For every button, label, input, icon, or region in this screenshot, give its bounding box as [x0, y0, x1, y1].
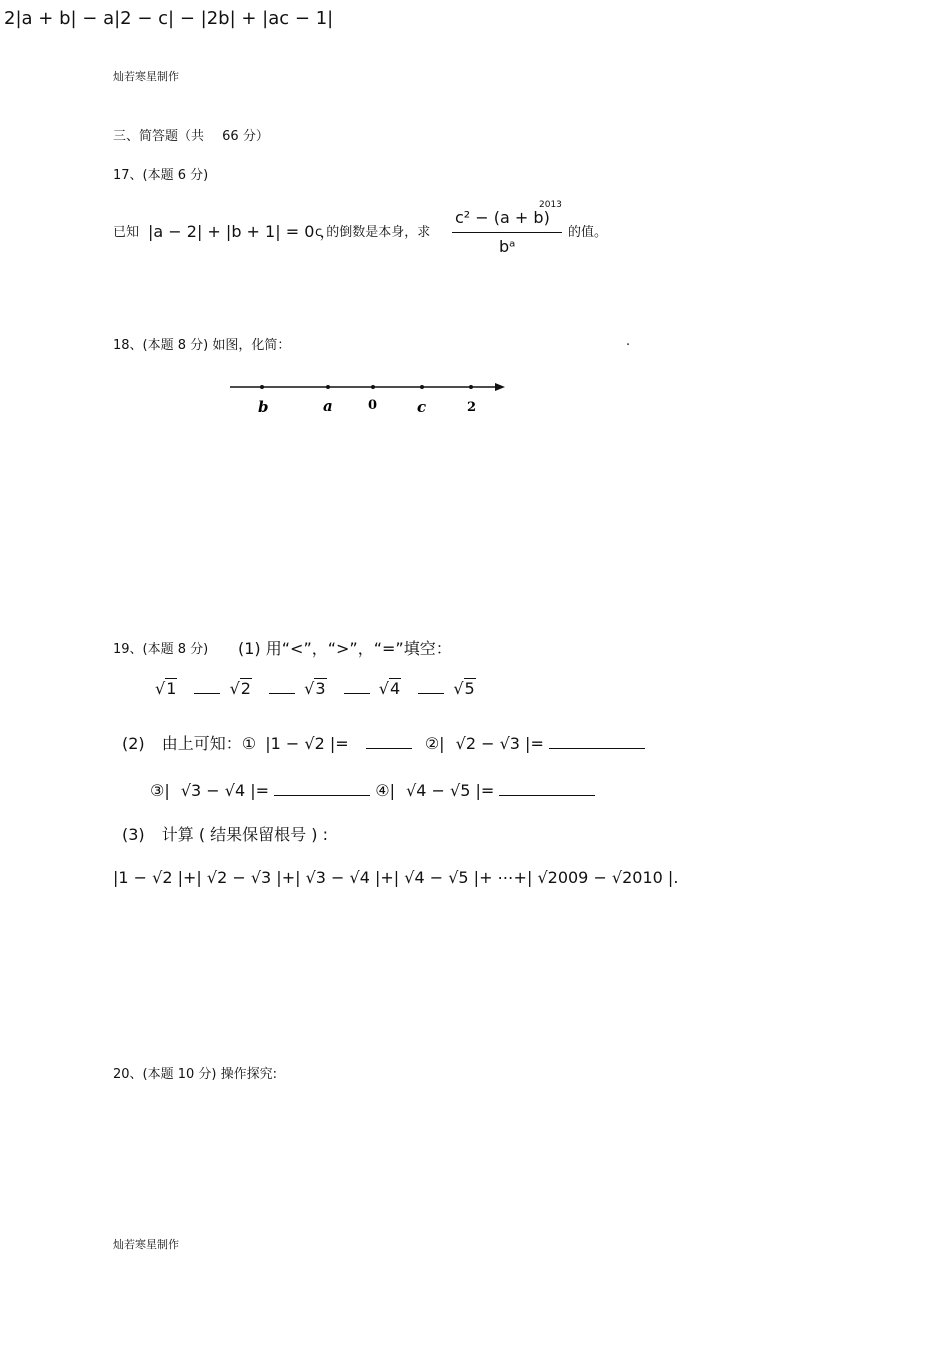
section-points: 66 分） — [222, 129, 269, 144]
blank-1[interactable] — [194, 693, 220, 694]
section-title — [113, 125, 269, 144]
q17-suffix: 的值。 — [568, 225, 608, 240]
q19-part2-label: (2) — [122, 734, 145, 753]
q19-header: 19、(本题 8 分) — [113, 642, 209, 657]
q19-p2-item2-prefix: ②| — [424, 734, 445, 753]
label-c: c — [417, 398, 427, 416]
sqrt-2: √2 — [229, 679, 251, 698]
point-2 — [469, 385, 473, 389]
q17-fraction-bar — [452, 232, 562, 233]
q19-part3-label: (3) — [122, 825, 145, 844]
q20-header: 20、(本题 10 分) 操作探究: — [113, 1067, 278, 1082]
number-line-arrow — [495, 383, 505, 391]
q19-part3-text: 计算 ( 结果保留根号 ) : — [161, 825, 328, 844]
sqrt-1: √1 — [155, 679, 177, 698]
point-0 — [371, 385, 375, 389]
q17-exponent: 2013 — [539, 200, 562, 210]
q19-p2-item3-prefix: ③| — [150, 781, 170, 800]
blank-p2-3[interactable] — [274, 795, 370, 796]
q17-middle: c 的倒数是本身，求 — [315, 225, 431, 240]
footer-text-top: 灿若寒星制作 — [113, 70, 179, 83]
sqrt-5: √5 — [453, 679, 475, 698]
q19-part2-line1 — [122, 731, 645, 754]
label-a: a — [323, 397, 333, 415]
q18-dot: . — [626, 334, 631, 349]
q17-denominator: bᵃ — [499, 237, 516, 256]
label-2: 2 — [467, 400, 477, 415]
q19-p2-item4-prefix: ④| — [375, 781, 395, 800]
q19-part2-text: 由上可知：① — [161, 734, 257, 753]
blank-p2-4[interactable] — [499, 795, 595, 796]
q19-p2-item4: √4 − √5 |= — [406, 781, 495, 800]
footer-text-bottom: 灿若寒星制作 — [113, 1238, 179, 1251]
blank-2[interactable] — [269, 693, 295, 694]
number-line — [225, 374, 515, 420]
sqrt-row — [155, 679, 476, 698]
q19-p2-item2: √2 − √3 |= — [455, 734, 544, 753]
sqrt-3: √3 — [304, 679, 326, 698]
blank-3[interactable] — [344, 693, 370, 694]
point-b — [260, 385, 264, 389]
blank-4[interactable] — [418, 693, 444, 694]
blank-p2-1[interactable] — [366, 748, 412, 749]
q19-p2-item3: √3 − √4 |= — [180, 781, 270, 800]
q17-header: 17、(本题 6 分) — [113, 168, 209, 183]
q19-part2-line2 — [150, 781, 595, 800]
q17-numerator: c² − (a + b) — [455, 208, 550, 227]
section-title-text: 三、简答题（共 — [113, 129, 205, 144]
point-a — [326, 385, 330, 389]
blank-p2-2[interactable] — [549, 748, 645, 749]
q19-sum-expression: |1 − √2 |+| √2 − √3 |+| √3 − √4 |+| √4 − √5 |+ ⋯+| √2009 − √2010 |. — [113, 868, 679, 887]
q19-part1: (1) 用“<”，“>”，“=”填空： — [238, 639, 452, 658]
q18-header: 18、(本题 8 分) 如图，化简： — [113, 338, 291, 353]
sqrt-4: √4 — [378, 679, 401, 698]
label-0: 0 — [368, 398, 378, 413]
top-expression: 2|a + b| − a|2 − c| − |2b| + |ac − 1| — [4, 8, 334, 29]
point-c — [420, 385, 424, 389]
q17-condition: |a − 2| + |b + 1| = 0 ， — [148, 222, 336, 241]
q17-prefix: 已知 — [113, 225, 140, 240]
q19-part3 — [122, 822, 328, 845]
q19-p2-item1: |1 − √2 |= — [265, 734, 349, 753]
label-b: b — [258, 398, 269, 416]
